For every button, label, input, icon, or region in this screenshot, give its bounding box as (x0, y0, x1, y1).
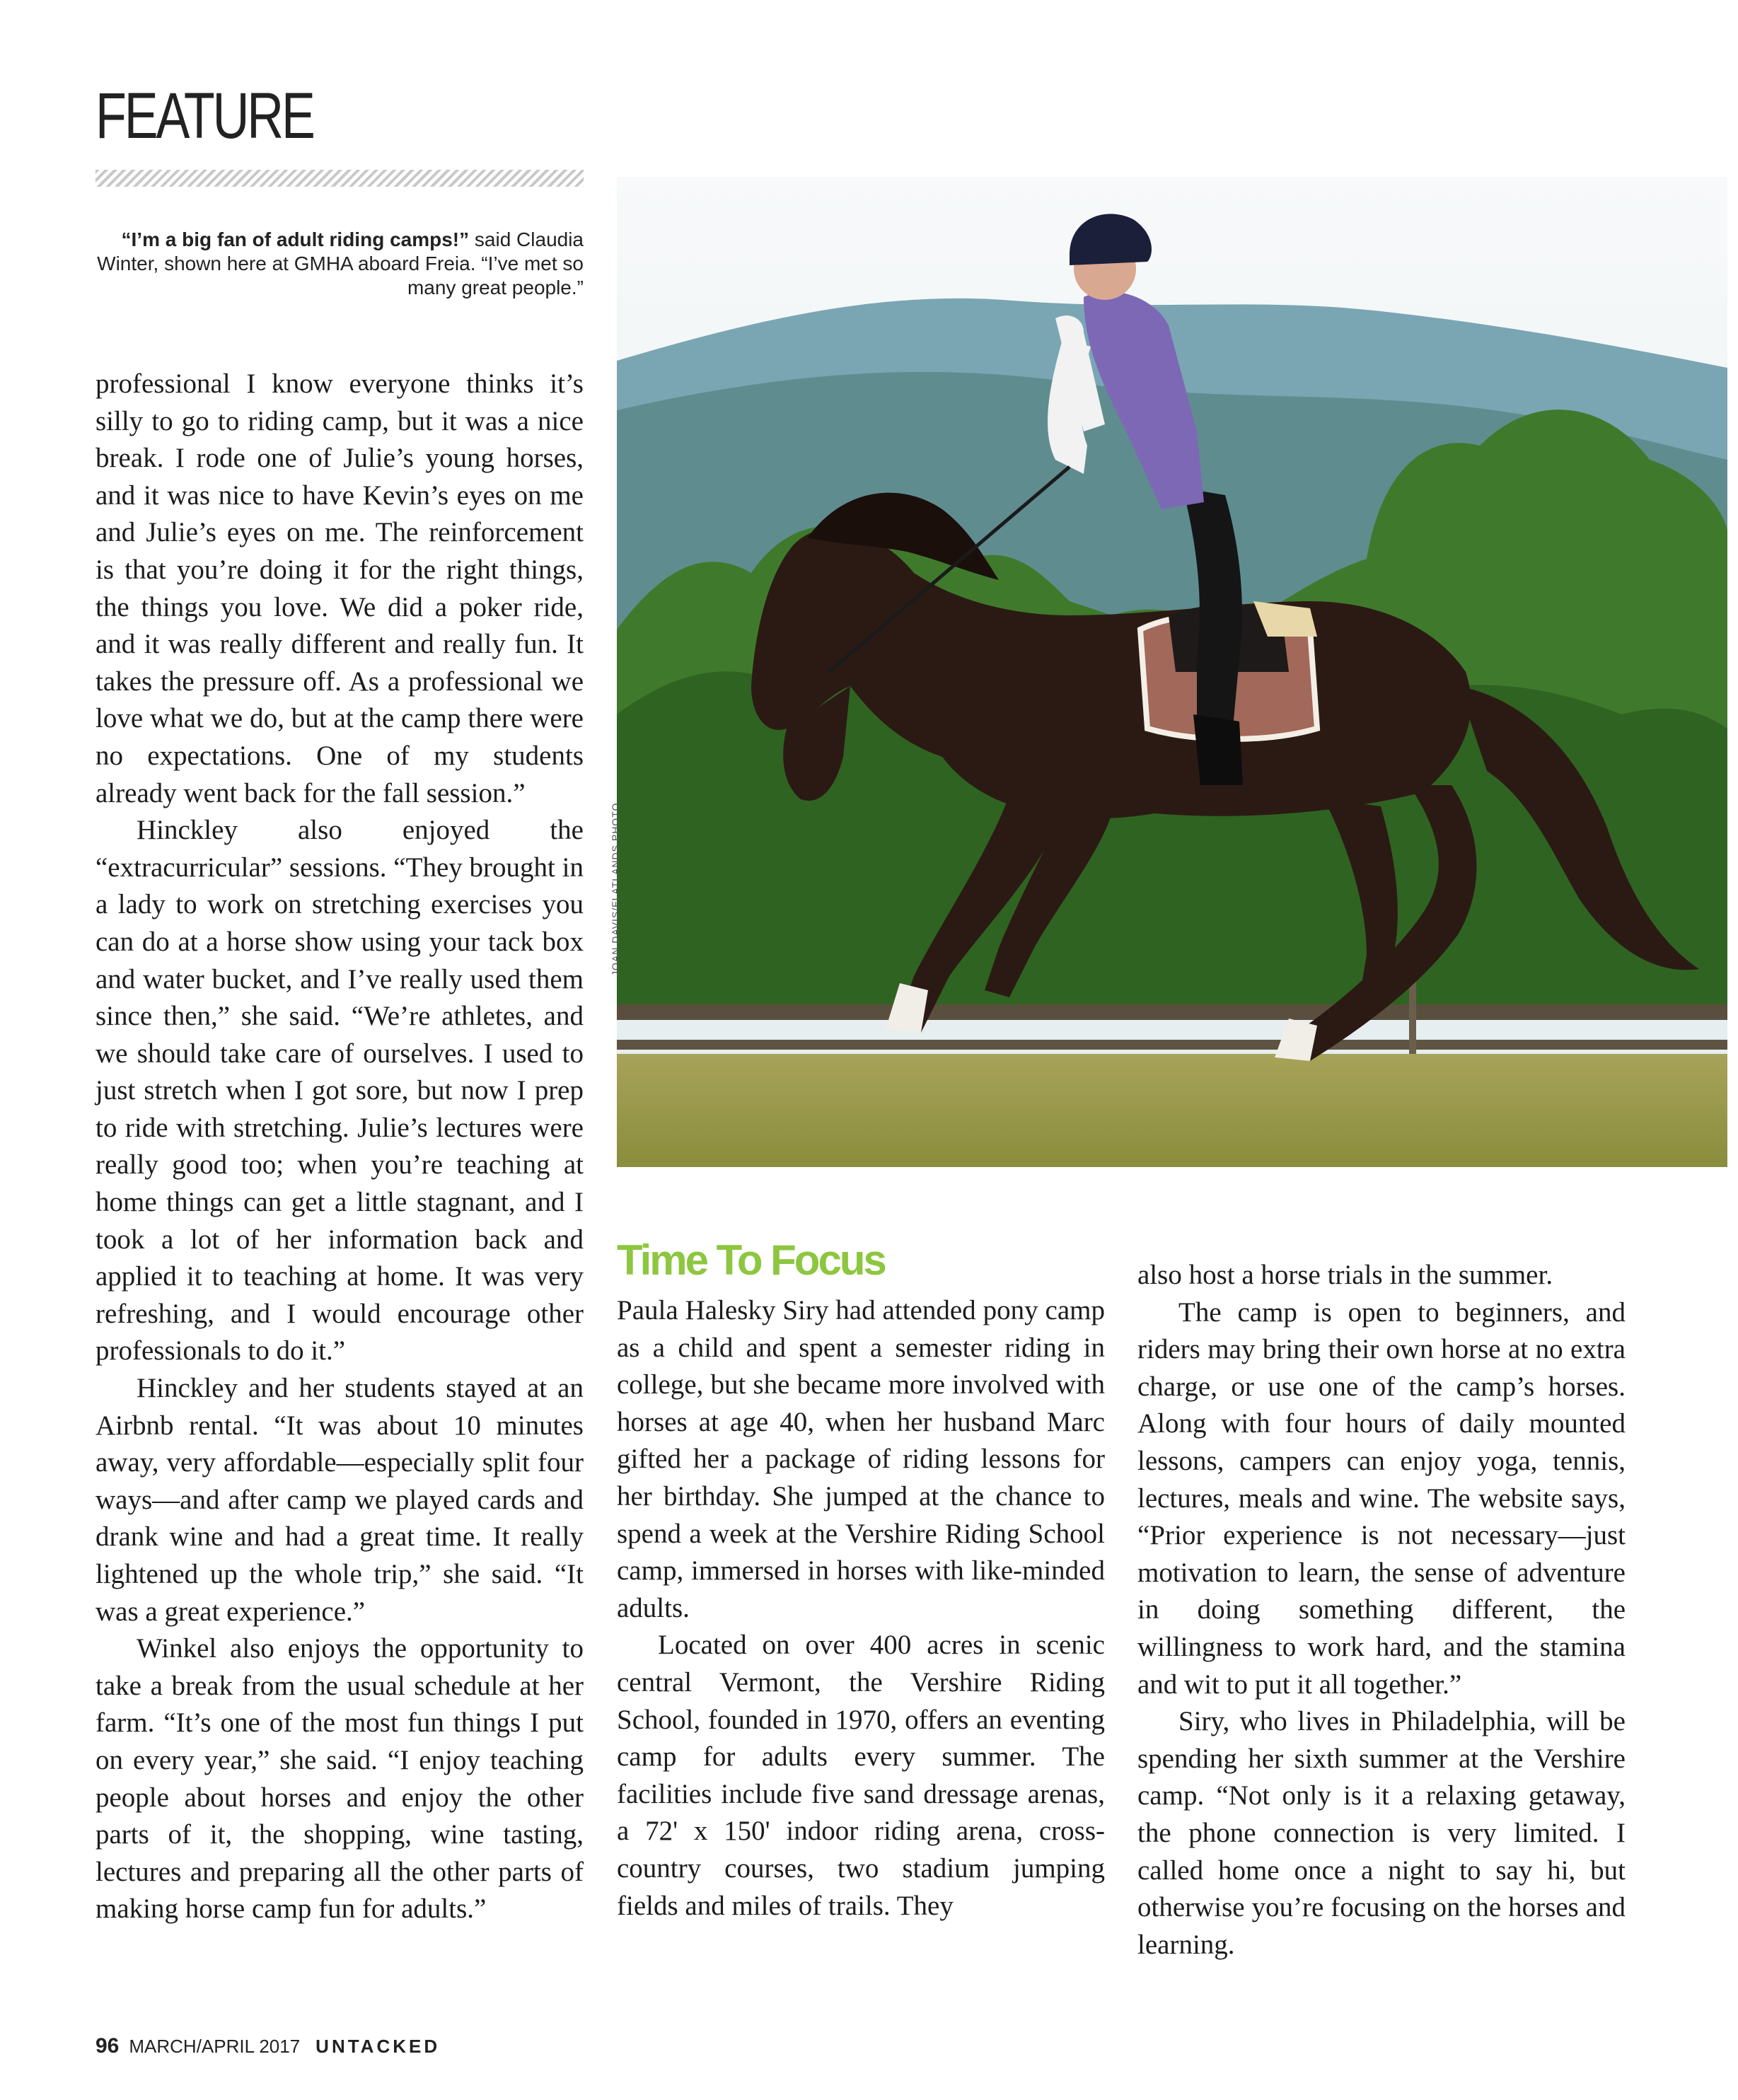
article-column-1 (95, 366, 584, 1928)
article-column-3 (1137, 1257, 1626, 1963)
section-rule (95, 170, 584, 187)
caption-lead: “I’m a big fan of adult riding camps!” (121, 228, 470, 250)
paragraph: Paula Halesky Siry had attended pony camp as a child and spent a semester riding in college, but she became more involved with horses at age 40, when her husband Marc gifted her a package of riding lessons for her birthday. She jumped at the chance to spend a week at the Vershire Riding School camp, immersed in horses with like-minded adults. (617, 1295, 1105, 1623)
paragraph: Hinckley also enjoyed the “extracurricular” sessions. “They brought in a lady to work on stretching exercises you can do at a horse show using your tack box and water bucket, and I’ve really used them since then,” she said. “We’re athletes, and we should take care of ourselves. I used to just stretch when I got sore, but now I prep to ride with stretching. Julie’s lectures were really good too; when you’re teaching at home things can get a little stagnant, and I took a lot of her information back and applied it to teaching at home. It was very refreshing, and I would encourage other professionals to do it.” (95, 815, 584, 1367)
paragraph: also host a horse trials in the summer. (1137, 1260, 1553, 1290)
paragraph: Located on over 400 acres in scenic central Vermont, the Vershire Riding School, founded in 1970, offers an eventing camp for adults every summer. The facilities include five sand dressage arenas, a 72' x 150' indoor riding arena, cross-country courses, two stadium jumping fields and miles of trails. They (617, 1630, 1105, 1921)
photo-credit: JOAN DAVIS/FLATLANDS PHOTO (610, 802, 621, 976)
subhead: Time To Focus (617, 1236, 885, 1284)
caption-text: said Claudia Winter, shown here at GMHA aboard Freia. “I’ve met so many great people.” (97, 228, 584, 298)
paragraph: Winkel also enjoys the opportunity to take a break from the usual schedule at her farm. “It’s one of the most fun things I put on every year,” she said. “I enjoy teaching people about horses and enjoy the other parts of it, the shopping, wine tasting, lectures and preparing all the other parts of making horse camp fun for adults.” (95, 1633, 584, 1925)
paragraph: Siry, who lives in Philadelphia, will be spending her sixth summer at the Vershire camp. “Not only is it a relaxing getaway, the phone connection is very limited. I called home once a night to say hi, but otherwise you’re focusing on the horses and learning. (1137, 1706, 1626, 1960)
paragraph: professional I know everyone thinks it’s silly to go to riding camp, but it was a nice break. I rode one of Julie’s young horses, and it was nice to have Kevin’s eyes on me and Julie’s eyes on me. The reinforcement is that you’re doing it for the right things, the things you love. We did a poker ride, and it was really different and really fun. It takes the pressure off. As a professional we love what we do, but at the camp there were no expectations. One of my students already went back for the fall session.” (95, 369, 584, 808)
horse-rider-illustration (617, 177, 1727, 1167)
page-number: 96 (95, 2034, 120, 2058)
photo-caption (95, 228, 584, 300)
issue-date: MARCH/APRIL 2017 (129, 2036, 301, 2057)
horse-photo (617, 177, 1727, 1167)
page-footer (95, 2034, 440, 2058)
paragraph: Hinckley and her students stayed at an Airbnb rental. “It was about 10 minutes away, very affordable—especially split four ways—and after camp we played cards and drank wine and had a great time. It really lightened up the whole trip,” she said. “It was a great experience.” (95, 1373, 584, 1627)
paragraph: The camp is open to beginners, and riders may bring their own horse at no extra charge, or use one of the camp’s horses. Along with four hours of daily mounted lessons, campers can enjoy yoga, tennis, lectures, meals and wine. The website says, “Prior experience is not necessary—just motivation to learn, the sense of adventure in doing something different, the willingness to work hard, and the stamina and wit to put it all together.” (1137, 1296, 1626, 1700)
magazine-name: UNTACKED (315, 2036, 441, 2057)
article-column-2 (617, 1292, 1105, 1925)
section-label: FEATURE (95, 80, 313, 152)
